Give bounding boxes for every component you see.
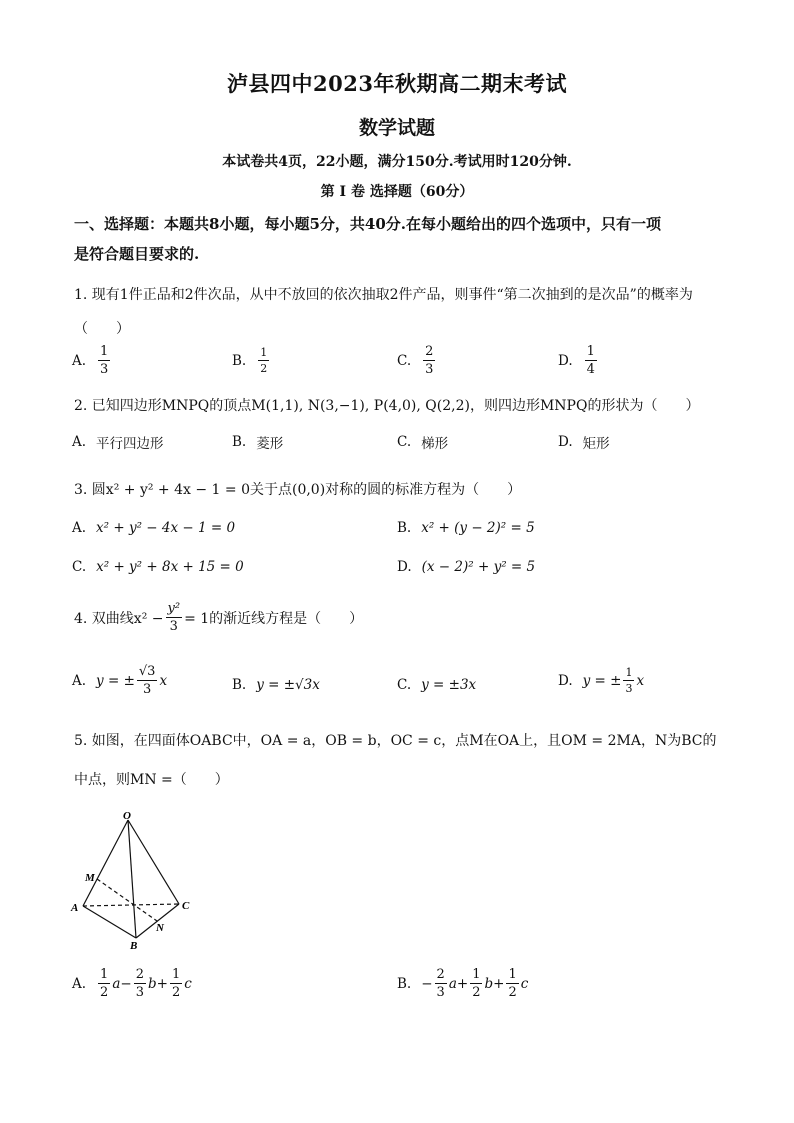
edge-AC	[83, 904, 179, 906]
q3-option-b[interactable]	[397, 520, 535, 536]
option-label: A.	[72, 434, 87, 450]
fraction-numerator: 1	[625, 666, 633, 679]
q5-option-b[interactable]	[397, 968, 528, 999]
option-label: D.	[397, 559, 412, 575]
fraction-denominator: 2	[260, 362, 268, 375]
tetrahedron-figure	[66, 810, 206, 950]
option-label: C.	[72, 559, 87, 575]
option-label: C.	[397, 677, 412, 693]
option-label: A.	[72, 352, 87, 369]
exam-title: 泸县四中2023年秋期高二期末考试	[227, 71, 567, 96]
fraction-numerator: 1	[586, 344, 595, 359]
fraction-denominator: 2	[100, 985, 109, 1000]
fraction-numerator: 2	[135, 967, 144, 982]
q4-option-b[interactable]	[232, 677, 320, 693]
option-text-pre: y = ±	[582, 672, 622, 689]
option-label: B.	[232, 677, 247, 693]
vector-variable: c	[184, 975, 192, 992]
fraction-numerator: √3	[138, 664, 156, 679]
option-label: A.	[72, 975, 87, 992]
option-label: C.	[397, 434, 412, 450]
fraction-denominator: 3	[625, 682, 633, 695]
q4-option-a[interactable]	[72, 665, 167, 696]
option-label: B.	[397, 975, 412, 992]
option-label: A.	[72, 520, 87, 536]
option-text: x² + y² − 4x − 1 = 0	[96, 520, 236, 536]
fraction-denominator: 2	[171, 985, 181, 1000]
q1-paren: （ ）	[74, 321, 130, 337]
option-label: B.	[232, 434, 247, 450]
fraction-numerator: y²	[167, 601, 181, 616]
vector-variable: c	[520, 975, 529, 992]
option-label: D.	[558, 672, 573, 689]
q5-stem: 5. 如图，在四面体OABC中，OA = a，OB = b，OC = c，点M在OA上，且OM = 2MA，N为BC的	[74, 733, 717, 749]
q2-option-c[interactable]	[397, 432, 448, 452]
option-label: B.	[397, 520, 412, 536]
edge-OC	[128, 820, 179, 904]
fraction-numerator: 1	[472, 967, 481, 982]
label-C: C	[182, 900, 190, 912]
option-text: 梯形	[421, 436, 449, 452]
q4-stem-pre: 4. 双曲线x² −	[74, 610, 164, 627]
vector-variable: b	[484, 975, 494, 992]
vector-variable: a	[112, 975, 121, 992]
q2-stem: 2. 已知四边形MNPQ的顶点M(1,1), N(3,−1), P(4,0), Q(2,2)，则四边形MNPQ的形状为（ ）	[74, 398, 700, 414]
q1-option-d[interactable]	[558, 345, 599, 376]
fraction-numerator: 1	[508, 967, 517, 982]
option-text-post: x	[159, 672, 168, 689]
option-text-post: x	[636, 672, 645, 689]
fraction-denominator: 3	[143, 682, 152, 697]
q1-stem: 1. 现有1件正品和2件次品，从中不放回的依次抽取2件产品，则事件“第二次抽到的是次品”的概率为	[74, 287, 693, 303]
option-text: (x − 2)² + y² = 5	[421, 559, 536, 575]
q2-option-a[interactable]	[72, 432, 164, 452]
fraction-denominator: 3	[425, 362, 434, 377]
operator: −	[421, 975, 433, 992]
fraction-numerator: 1	[100, 344, 109, 359]
fraction-numerator: 1	[100, 967, 109, 982]
section-heading-line2: 是符合题目要求的.	[74, 245, 200, 263]
edge-AB	[83, 906, 136, 938]
q3-option-d[interactable]	[397, 559, 535, 575]
option-label: D.	[558, 352, 573, 369]
operator: +	[456, 975, 469, 992]
operator: +	[156, 975, 168, 992]
option-text: 菱形	[256, 436, 284, 452]
option-text: y = ±√3x	[256, 677, 320, 693]
q1-option-a[interactable]	[72, 345, 112, 376]
q4-stem-post: = 1的渐近线方程是（ ）	[184, 610, 364, 627]
label-N: N	[156, 922, 164, 934]
fraction-denominator: 3	[135, 985, 144, 1000]
label-A: A	[71, 902, 79, 914]
option-text: x² + (y − 2)² = 5	[421, 520, 535, 536]
fraction-denominator: 2	[508, 985, 517, 1000]
section-heading-line1: 一、选择题：本题共8小题，每小题5分，共40分.在每小题给出的四个选项中，只有一项	[74, 215, 661, 233]
fraction-denominator: 4	[586, 362, 595, 377]
operator: −	[120, 975, 132, 992]
label-O: O	[123, 810, 131, 822]
fraction-numerator: 2	[436, 967, 445, 982]
q4-stem	[74, 602, 363, 633]
q3-option-a[interactable]	[72, 520, 235, 536]
q2-option-d[interactable]	[558, 432, 610, 452]
vector-variable: a	[448, 975, 457, 992]
operator: +	[493, 975, 505, 992]
q4-option-d[interactable]	[558, 667, 644, 694]
exam-subtitle: 数学试题	[358, 117, 435, 139]
q3-stem: 3. 圆x² + y² + 4x − 1 = 0关于点(0,0)对称的圆的标准方程为（ ）	[74, 482, 522, 498]
vector-variable: b	[147, 975, 157, 992]
option-text-pre: y = ±	[96, 672, 135, 689]
fraction-numerator: 1	[260, 346, 268, 359]
option-text: y = ±3x	[421, 677, 477, 693]
fraction-numerator: 2	[425, 344, 434, 359]
segment-MN	[97, 879, 157, 921]
option-label: B.	[232, 352, 247, 369]
q1-option-c[interactable]	[397, 345, 437, 376]
label-B: B	[130, 940, 138, 950]
q2-option-b[interactable]	[232, 432, 283, 452]
option-label: A.	[72, 672, 87, 689]
exam-info: 本试卷共4页，22小题，满分150分.考试用时120分钟.	[222, 154, 572, 170]
fraction-denominator: 3	[169, 619, 178, 634]
fraction-denominator: 3	[100, 362, 109, 377]
q1-option-b[interactable]	[232, 347, 271, 374]
option-label: C.	[397, 352, 412, 369]
q5-option-a[interactable]	[72, 968, 192, 999]
volume-heading: 第 I 卷 选择题（60分）	[320, 184, 474, 200]
fraction-numerator: 1	[171, 967, 181, 982]
label-M: M	[85, 872, 95, 884]
option-label: D.	[558, 434, 573, 450]
q3-option-c[interactable]	[72, 559, 244, 575]
option-text: 矩形	[582, 436, 610, 452]
q4-option-c[interactable]	[397, 677, 476, 693]
edge-OA	[83, 820, 128, 906]
option-text: x² + y² + 8x + 15 = 0	[96, 559, 244, 575]
option-text: 平行四边形	[96, 436, 164, 452]
fraction-denominator: 3	[436, 985, 445, 1000]
fraction-denominator: 2	[472, 985, 481, 1000]
edge-OB	[128, 820, 136, 938]
q5-stem-line2: 中点，则MN =（ ）	[74, 772, 229, 788]
